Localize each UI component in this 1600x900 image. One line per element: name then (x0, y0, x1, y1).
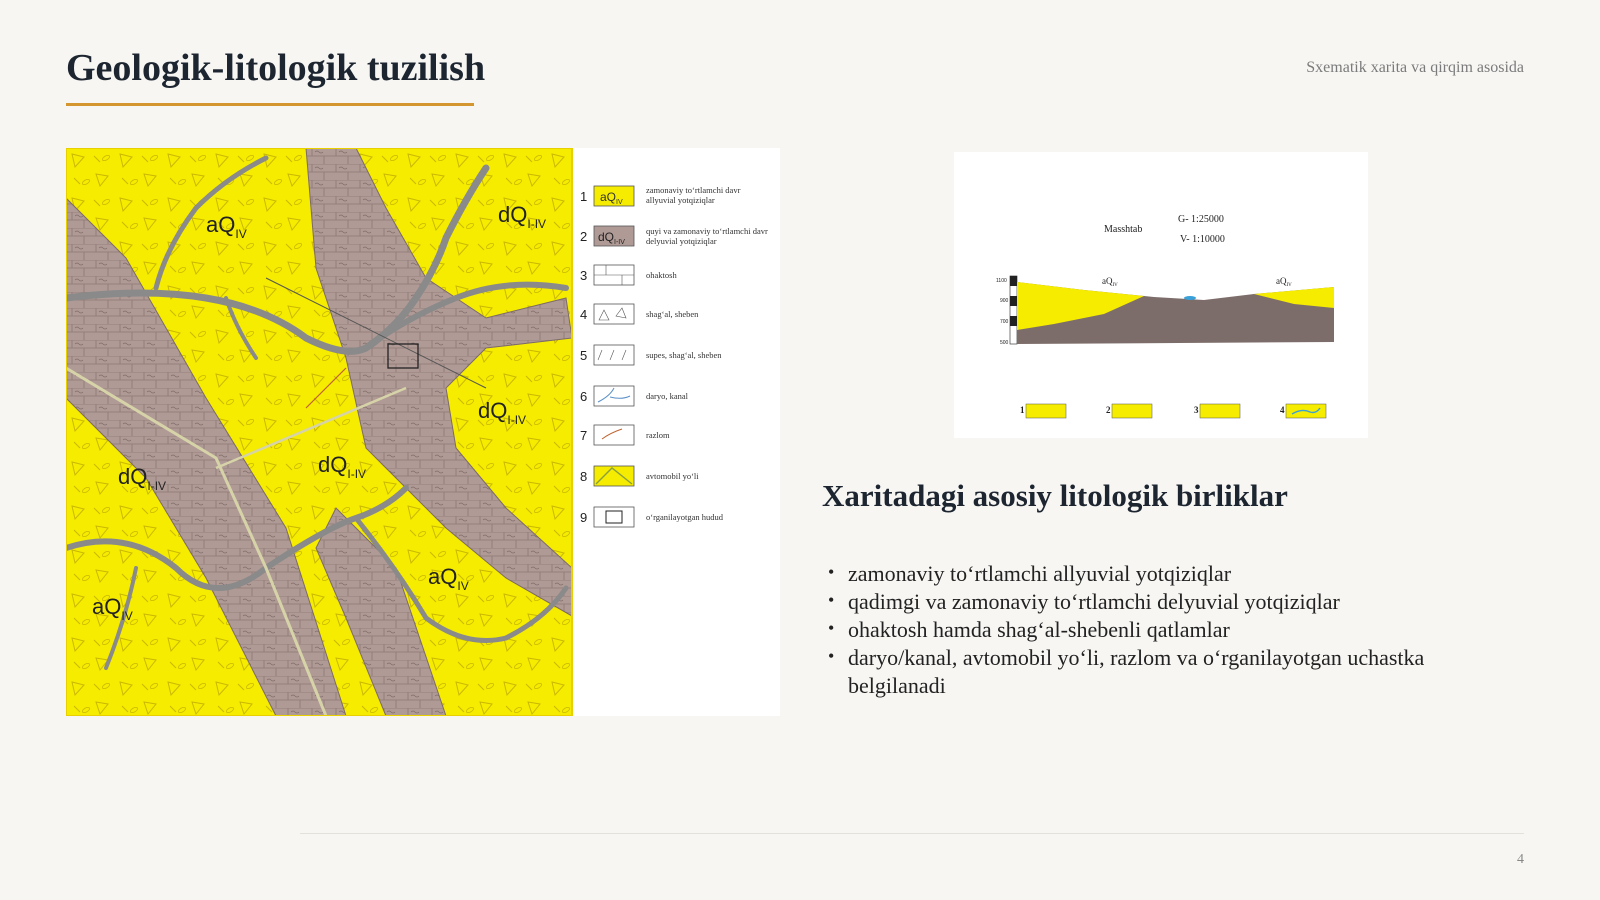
bullet-dot: • (828, 618, 835, 638)
page-subtitle: Sxematik xarita va qirqim asosida (1306, 59, 1524, 76)
legend-text-4: shag‘al, sheben (646, 309, 699, 319)
legend-symbol-1: $aQ_{IV}$ (600, 190, 623, 206)
page-title: Geologik-litologik tuzilish (66, 47, 486, 89)
map-label-dq-center: $dQ_{I-IV}$ (318, 452, 367, 481)
section-label-left: $aQ_{IV}$ (1102, 276, 1118, 288)
bullet-list (828, 560, 1428, 700)
legend-num-6: 6 (580, 389, 588, 404)
list-item: • zamonaviy to‘rtlamchi allyuvial yotqiziqlar (828, 560, 1428, 588)
section-heading: Xaritadagi asosiy litologik birliklar (822, 478, 1288, 513)
map-label-aq-bottom-center: $aQ_{IV}$ (428, 564, 469, 593)
legend-text-5: supes, shag‘al, sheben (646, 350, 722, 360)
legend-text-3: ohaktosh (646, 270, 677, 280)
legend-num-7: 7 (580, 428, 588, 443)
section-legend-num-3: 3 (1194, 405, 1199, 415)
footer-divider (300, 833, 1524, 834)
page-number: 4 (1517, 852, 1524, 867)
map-label-aq-top: $aQ_{IV}$ (206, 212, 247, 241)
bullet-dot: • (828, 562, 835, 582)
legend-text-9: o‘rganilayotgan hudud (646, 512, 724, 522)
map-label-dq-top-right: $dQ_{I-IV}$ (498, 202, 547, 231)
list-item: • daryo/kanal, avtomobil yo‘li, razlom va o‘rganilayotgan uchastka belgilanadi (828, 644, 1428, 700)
legend-text-2b: delyuvial yotqiziqlar (646, 236, 717, 246)
section-label-right: $aQ_{IV}$ (1276, 276, 1292, 288)
bullet-dot: • (828, 590, 835, 610)
map-label-aq-bottom-left: $aQ_{IV}$ (92, 594, 133, 623)
legend-num-2: 2 (580, 229, 588, 244)
legend-text-7: razlom (646, 430, 670, 440)
list-item: • ohaktosh hamda shag‘al-shebenli qatlamlar (828, 616, 1428, 644)
legend-text-2a: quyi va zamonaviy to‘rtlamchi davr (646, 226, 768, 236)
list-item: • qadimgi va zamonaviy to‘rtlamchi delyuvial yotqiziqlar (828, 588, 1428, 616)
map-label-dq-mid-right: $dQ_{I-IV}$ (478, 398, 527, 427)
legend-num-3: 3 (580, 268, 588, 283)
section-scale-v: V- 1:10000 (1180, 234, 1225, 245)
legend-num-9: 9 (580, 510, 588, 525)
map-label-dq-left: $dQ_{I-IV}$ (118, 464, 167, 493)
legend-text-6: daryo, kanal (646, 391, 689, 401)
map-body (66, 148, 572, 716)
title-underline (66, 103, 474, 106)
legend-text-1b: allyuvial yotqiziqlar (646, 195, 715, 205)
legend-num-1: 1 (580, 189, 588, 204)
axis-tick-1100: 1100 (996, 278, 1007, 284)
legend-text-1a: zamonaviy to‘rtlamchi davr (646, 185, 741, 195)
section-legend-num-2: 2 (1106, 405, 1111, 415)
axis-tick-500: 500 (1000, 340, 1009, 346)
section-scale-title: Masshtab (1104, 224, 1143, 235)
bullet-dot: • (828, 646, 835, 666)
legend-num-4: 4 (580, 307, 588, 322)
geological-map-figure (66, 148, 780, 716)
axis-tick-900: 900 (1000, 298, 1009, 304)
legend-symbol-2: $dQ_{I-IV}$ (598, 230, 625, 246)
section-legend-num-4: 4 (1280, 405, 1285, 415)
legend-num-8: 8 (580, 469, 588, 484)
cross-section-figure (954, 152, 1368, 438)
legend-text-8: avtomobil yo‘li (646, 471, 699, 481)
section-legend-num-1: 1 (1020, 405, 1025, 415)
map-legend (580, 185, 768, 527)
section-scale-h: G- 1:25000 (1178, 214, 1224, 225)
axis-tick-700: 700 (1000, 319, 1009, 325)
legend-num-5: 5 (580, 348, 588, 363)
